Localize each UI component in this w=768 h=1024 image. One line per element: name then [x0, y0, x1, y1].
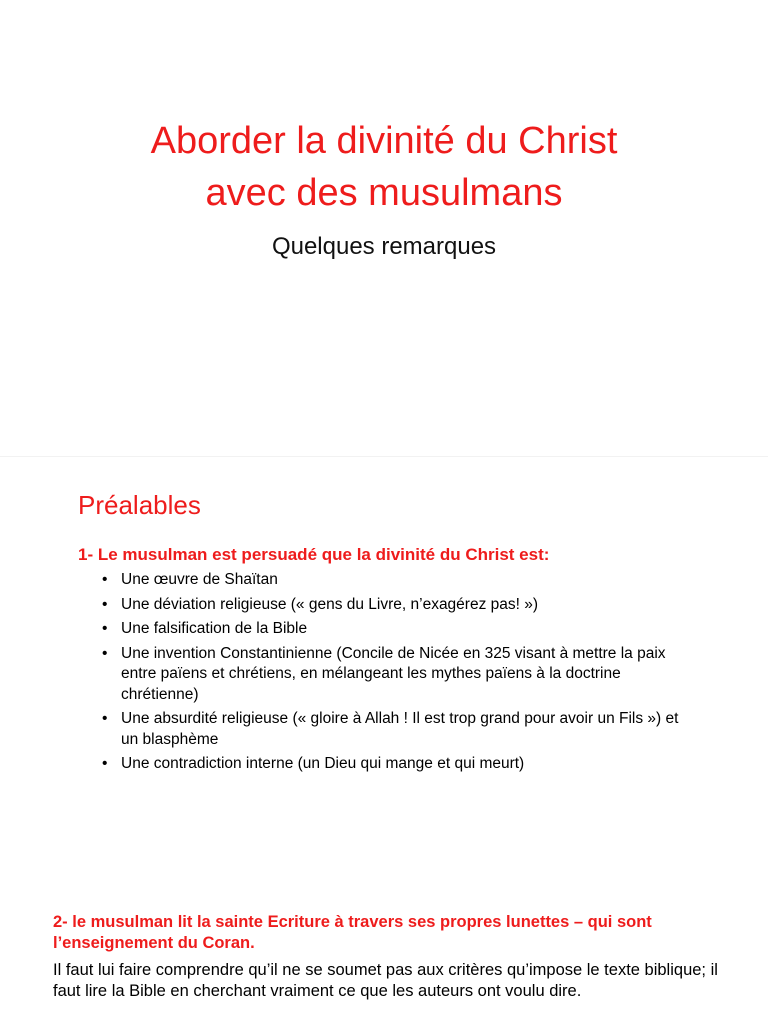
title-slide: [0, 0, 768, 340]
slide-title-line-1: Aborder la divinité du Christ: [150, 120, 618, 162]
bullet-text: Une absurdité religieuse (« gloire à Allah ! Il est trop grand pour avoir un Fils ») et un blasphème: [121, 710, 679, 748]
bullet-dot: •: [102, 620, 108, 637]
bullet-dot: •: [102, 644, 108, 662]
point-1-heading: 1- Le musulman est persuadé que la divinité du Christ est:: [78, 545, 550, 564]
bullet-text: Une déviation religieuse (« gens du Livre, n’exagérez pas! »): [121, 595, 539, 613]
slide-title-line-2: avec des musulmans: [205, 172, 563, 214]
bullet-dot: •: [102, 755, 108, 772]
list-item: [102, 619, 692, 640]
slide-divider: [0, 456, 768, 457]
point-2-paragraph: Il faut lui faire comprendre qu’il ne se soumet pas aux critères qu’impose le texte biblique; il faut lire la Bible en cherchant vraiment ce que les auteurs ont voulu dire.: [53, 961, 718, 1000]
list-item: [102, 570, 692, 591]
bullet-dot: •: [102, 710, 108, 727]
bullet-list: [102, 570, 692, 779]
slide-title: [40, 115, 728, 219]
list-item: [102, 644, 692, 706]
bullet-text: Une œuvre de Shaïtan: [121, 571, 278, 588]
slide-subtitle: Quelques remarques: [271, 233, 497, 260]
bullet-text: Une invention Constantinienne (Concile de Nicée en 325 visant à mettre la paix entre païens et chrétiens, en mélangeant les mythes païens à la doctrine chrétienne): [121, 644, 666, 703]
section-heading: Préalables: [78, 490, 201, 520]
bullet-text: Une contradiction interne (un Dieu qui mange et qui meurt): [121, 755, 525, 772]
list-item: [102, 754, 692, 775]
list-item: [102, 595, 692, 616]
bullet-text: Une falsification de la Bible: [121, 620, 308, 637]
bullet-dot: •: [102, 571, 108, 588]
content-slide: [0, 460, 768, 1024]
list-item: [102, 709, 692, 750]
bullet-dot: •: [102, 595, 108, 613]
point-2-heading: 2- le musulman lit la sainte Ecriture à travers ses propres lunettes – qui sont l’enseignement du Coran.: [53, 913, 652, 952]
